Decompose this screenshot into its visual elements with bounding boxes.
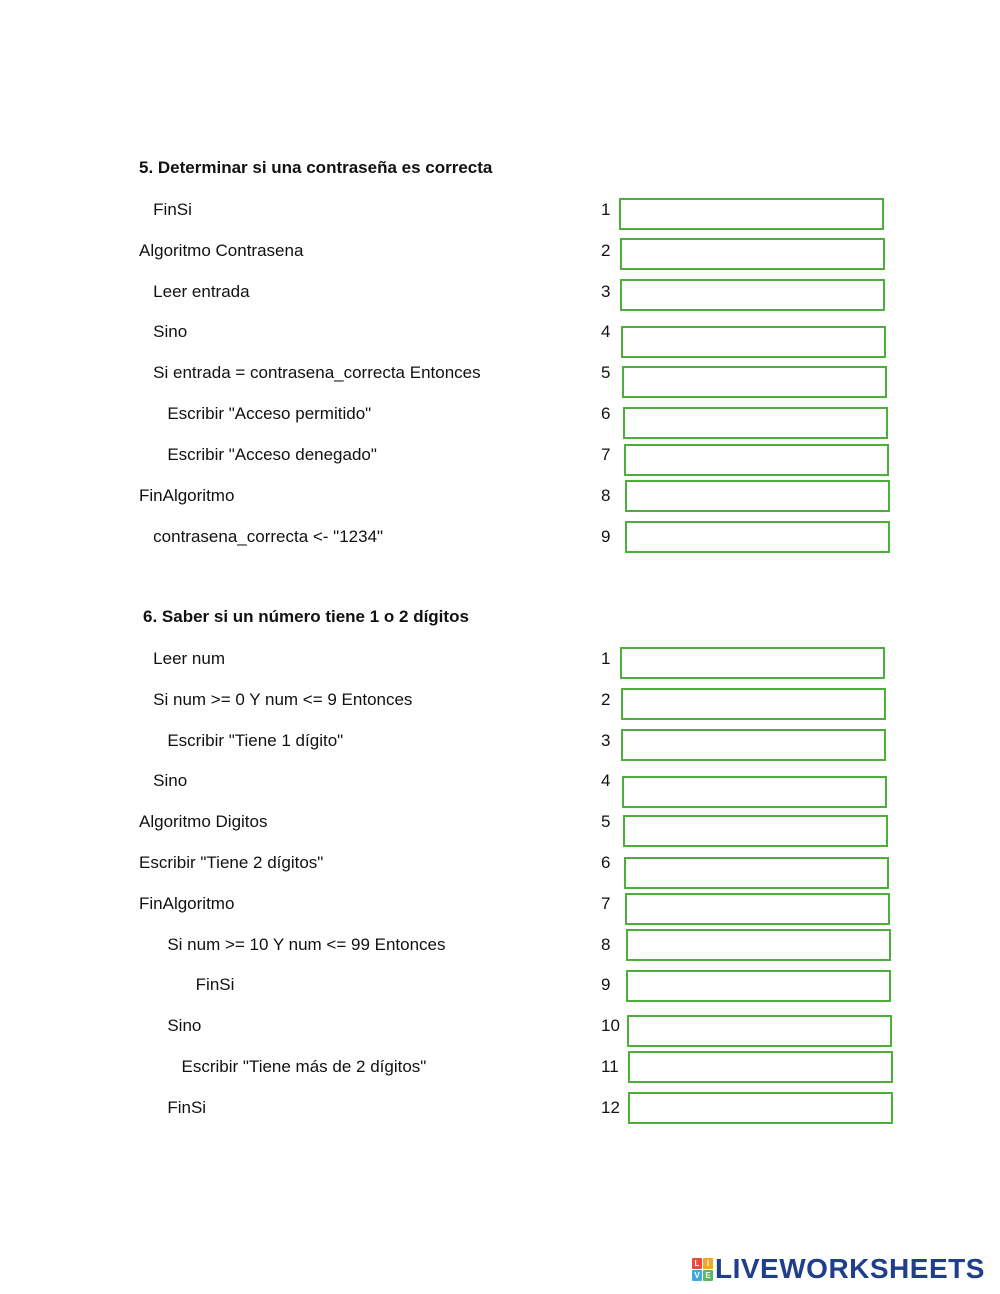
answer-box[interactable] (628, 1051, 893, 1083)
answer-box[interactable] (628, 1092, 893, 1124)
line-number: 11 (601, 1057, 619, 1076)
line-number: 9 (601, 975, 611, 994)
line-number: 6 (601, 404, 611, 423)
answer-box[interactable] (620, 279, 885, 311)
logo-mark-icon (692, 1258, 713, 1281)
code-line: FinAlgoritmo (139, 486, 235, 505)
code-line: FinAlgoritmo (139, 894, 235, 913)
code-line: Algoritmo Contrasena (139, 241, 304, 260)
answer-box[interactable] (625, 480, 890, 512)
code-line: Leer num (139, 649, 225, 668)
line-number: 8 (601, 486, 611, 505)
code-line: contrasena_correcta <- "1234" (139, 527, 384, 546)
code-line: Si num >= 0 Y num <= 9 Entonces (139, 690, 413, 709)
answer-box[interactable] (619, 198, 884, 230)
answer-box[interactable] (623, 815, 888, 847)
section-5-title: 5. Determinar si una contraseña es correcta (139, 158, 493, 177)
line-number: 3 (601, 282, 611, 301)
code-line: Sino (139, 1016, 202, 1035)
code-line: Sino (139, 771, 188, 790)
line-number: 8 (601, 935, 611, 954)
line-number: 4 (601, 322, 611, 341)
answer-box[interactable] (621, 729, 886, 761)
line-number: 10 (601, 1016, 620, 1035)
answer-box[interactable] (626, 970, 891, 1002)
code-line: FinSi (139, 200, 192, 219)
code-line: Leer entrada (139, 282, 250, 301)
answer-box[interactable] (620, 238, 885, 270)
line-number: 12 (601, 1098, 620, 1117)
answer-box[interactable] (621, 688, 886, 720)
line-number: 7 (601, 894, 611, 913)
code-line: Escribir "Tiene 1 dígito" (139, 731, 344, 750)
answer-box[interactable] (620, 647, 885, 679)
answer-box[interactable] (621, 326, 886, 358)
answer-box[interactable] (622, 776, 887, 808)
code-line: Si entrada = contrasena_correcta Entonces (139, 363, 481, 382)
logo-mark-letter: I (703, 1258, 713, 1269)
line-number: 2 (601, 690, 611, 709)
code-line: Escribir "Tiene 2 dígitos" (139, 853, 324, 872)
line-number: 2 (601, 241, 611, 260)
answer-box[interactable] (625, 521, 890, 553)
line-number: 5 (601, 363, 611, 382)
answer-box[interactable] (624, 444, 889, 476)
logo-mark-letter: E (703, 1270, 713, 1281)
answer-box[interactable] (624, 857, 889, 889)
logo-mark-letter: L (692, 1258, 702, 1269)
logo-mark-letter: V (692, 1270, 702, 1281)
code-line: FinSi (139, 975, 235, 994)
line-number: 5 (601, 812, 611, 831)
answer-box[interactable] (627, 1015, 892, 1047)
code-line: Sino (139, 322, 188, 341)
section-6-title: 6. Saber si un número tiene 1 o 2 dígitos (143, 607, 469, 626)
line-number: 7 (601, 445, 611, 464)
answer-box[interactable] (626, 929, 891, 961)
code-line: Escribir "Tiene más de 2 dígitos" (139, 1057, 427, 1076)
line-number: 4 (601, 771, 611, 790)
line-number: 6 (601, 853, 611, 872)
answer-box[interactable] (622, 366, 887, 398)
logo-text: LIVEWORKSHEETS (715, 1253, 985, 1284)
liveworksheets-logo (692, 1252, 985, 1286)
code-line: Algoritmo Digitos (139, 812, 268, 831)
line-number: 1 (601, 649, 611, 668)
line-number: 3 (601, 731, 611, 750)
answer-box[interactable] (625, 893, 890, 925)
line-number: 9 (601, 527, 611, 546)
code-line: FinSi (139, 1098, 207, 1117)
code-line: Si num >= 10 Y num <= 99 Entonces (139, 935, 446, 954)
code-line: Escribir "Acceso permitido" (139, 404, 372, 423)
code-line: Escribir "Acceso denegado" (139, 445, 377, 464)
answer-box[interactable] (623, 407, 888, 439)
line-number: 1 (601, 200, 611, 219)
